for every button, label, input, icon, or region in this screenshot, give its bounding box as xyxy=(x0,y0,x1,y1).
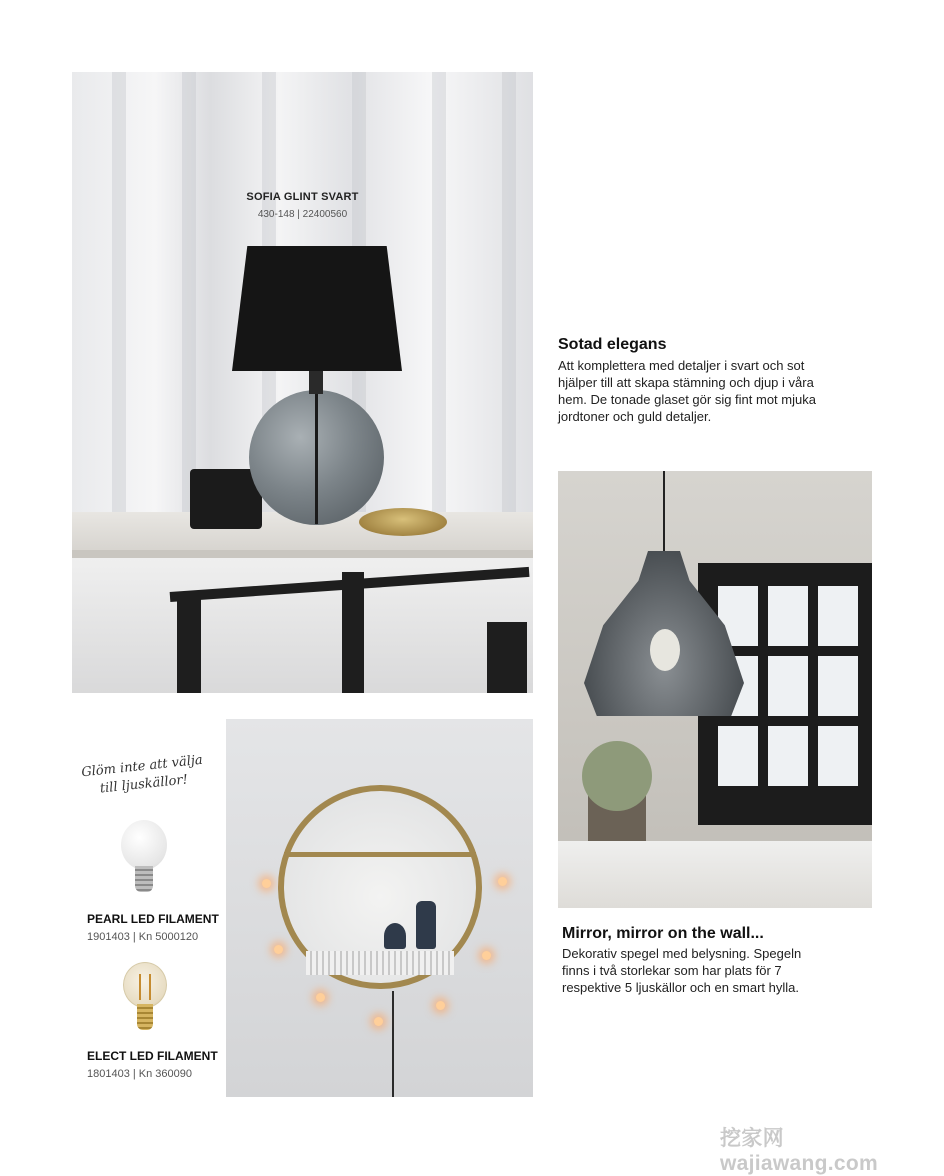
watermark: 挖家网 wajiawang.com xyxy=(720,1127,878,1175)
pendant-photo xyxy=(558,471,872,908)
lamp-photo xyxy=(72,72,533,693)
section-body: Att komplettera med detaljer i svart och sot hjälper till att skapa stämning och djup i våra hem. De tonade glaset gör sig fint mot mjuka jordtoner och guld detaljer. xyxy=(558,358,816,424)
product-codes: 430-148 | 22400560 xyxy=(257,209,348,220)
section-heading: Mirror, mirror on the wall... xyxy=(562,925,764,942)
bulb-name: PEARL LED FILAMENT xyxy=(87,912,219,926)
product-name: SOFIA GLINT SVART xyxy=(246,191,359,203)
filament-icon xyxy=(139,974,151,1000)
section-body: Dekorativ spegel med belysning. Spegeln finns i två storlekar som har plats för 7 respektive 5 ljuskällor och en smart hylla. xyxy=(562,946,802,995)
bulb-codes: 1801403 | Kn 360090 xyxy=(87,1068,193,1080)
mirror-photo xyxy=(226,719,533,1097)
reminder-text: Glöm inte att välja till ljuskällor! xyxy=(80,752,204,797)
pearl-bulb-base-icon xyxy=(135,866,153,892)
pearl-bulb-icon xyxy=(121,820,167,870)
section-heading: Sotad elegans xyxy=(558,336,667,353)
bulb-codes: 1901403 | Kn 5000120 xyxy=(87,931,199,943)
bulb-name: ELECT LED FILAMENT xyxy=(87,1049,218,1063)
elect-bulb-base-icon xyxy=(137,1004,153,1030)
